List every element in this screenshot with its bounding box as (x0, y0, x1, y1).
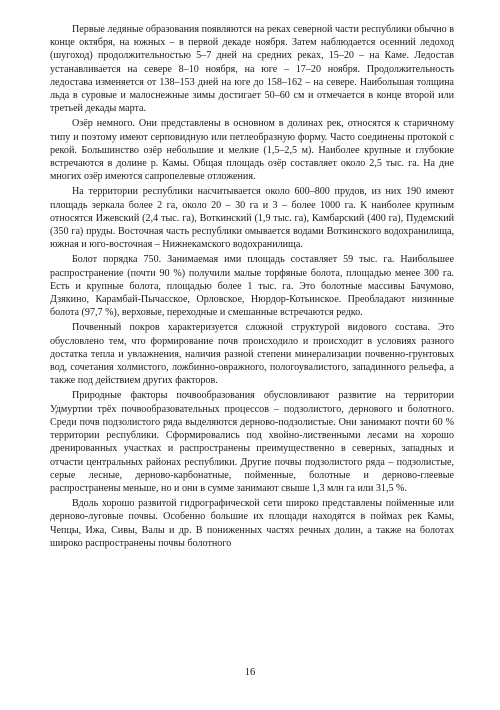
paragraph-swamps: Болот порядка 750. Занимаемая ими площадь составляет 59 тыс. га. Наибольшее распространение (почти 90 %) получили малые торфяные болота, площадью менее 300 га. Есть и крупные болота, площадью более 1 тыс. га. Это болотные массивы Бачумово, Дзякино, Карамбай-Пычасское, Орловское, Нюрдор-Котьинское. Преобладают низинные болота (97,7 %), верховые, переходные и смешанные встречаются редко. (50, 254, 454, 319)
paragraph-floodplain-soils: Вдоль хорошо развитой гидрографической сети широко представлены пойменные или дерново-луговые почвы. Особенно большие их площади находятся в поймах рек Камы, Чепцы, Ижа, Сивы, Валы и др. В пониженных частях речных долин, а также на болотах широко распространены почвы болотного (50, 498, 454, 549)
page-number: 16 (244, 667, 256, 678)
paragraph-soil-formation: Природные факторы почвообразования обусловливают развитие на территории Удмуртии трёх почвообразовательных процессов – подзолистого, дернового и болотного. Среди почв подзолистого ряда выделяются дерново-подзолистые. Они занимают почти 60 % территории республики. Сформировались под хвойно-лиственными лесами на хорошо дренированных участках и распространены преимущественно в северных, западных и отчасти центральных районах республики. Другие почвы подзолистого ряда – подзолистые, серые лесные, дерново-карбонатные, пойменные, болотные и дерново-глеевые распространены меньше, но и они в сумме занимают свыше 1,3 млн га или 31,5 %. (50, 390, 454, 494)
paragraph-ponds: На территории республики насчитывается около 600–800 прудов, из них 190 имеют площадь зеркала более 2 га, около 20 – 30 га и 3 – более 1000 га. К наиболее крупным относятся Ижевский (2,4 тыс. га), Воткинский (1,9 тыс. га), Камбарский (400 га), Пудемский (350 га) пруды. Восточная часть республики омывается водами Воткинского водохранилища, южная и юго-восточная – Нижнекамского водохранилища. (50, 186, 454, 251)
paragraph-lakes: Озёр немного. Они представлены в основном в долинах рек, относятся к старичному типу и поэтому имеют серповидную или петлеобразную форму. Часто соединены протокой с рекой. Большинство озёр небольшие и мелкие (1,5–2,5 м). Наиболее крупные и глубокие встречаются в долине р. Камы. Общая площадь озёр составляет около 2,5 тыс. га. На дне многих озёр имеются сапропелевые отложения. (50, 118, 454, 183)
paragraph-soil-cover: Почвенный покров характеризуется сложной структурой видового состава. Это обусловлено тем, что формирование почв происходило и происходит в условиях разного достатка тепла и увлажнения, наличия разной степени минерализации почвенно-грунтовых вод, сочетания холмистого, ложбинно-овражного, пологоувалистого, западинного рельефа, а также под действием других факторов. (50, 322, 454, 387)
paragraph-river-ice: Первые ледяные образования появляются на реках северной части республики обычно в конце октября, на южных – в первой декаде ноября. Затем наблюдается осенний ледоход (шугоход) продолжительностью 5–7 дней на средних реках, 15–20 – на Каме. Ледостав устанавливается на севере 8–10 ноября, на юге – 17–20 ноября. Продолжительность ледостава изменяется от 138–153 дней на юге до 158–162 – на севере. Наибольшая толщина льда в суровые и малоснежные зимы достигает 50–60 см и отмечается в конце второй или третьей декады марта. (50, 24, 454, 115)
